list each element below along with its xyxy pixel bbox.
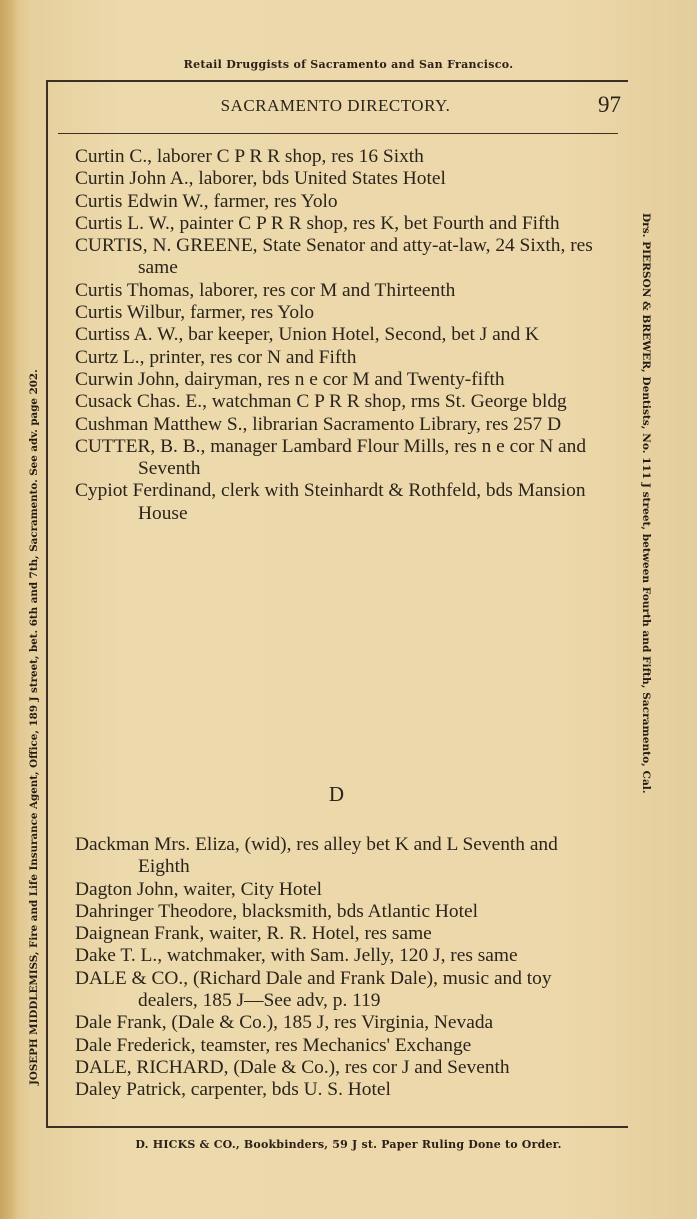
entry: Curtis Edwin W., farmer, res Yolo bbox=[75, 190, 338, 212]
entry: DALE & CO., (Richard Dale and Frank Dale), music and toy dealers, 185 J—See adv, p. 119 bbox=[75, 967, 552, 1012]
page-number: 97 bbox=[598, 92, 621, 117]
right-margin-advert: Drs. PIERSON & BREWER, Dentists, No. 111 J street, between Fourth and Fifth, Sacramento, Cal. bbox=[640, 213, 652, 794]
header-rule bbox=[58, 133, 618, 134]
entry: Curtz L., printer, res cor N and Fifth bbox=[75, 346, 357, 368]
entry: CURTIS, N. GREENE, State Senator and atty-at-law, 24 Sixth, res same bbox=[75, 235, 593, 279]
entries-list-c bbox=[75, 146, 610, 525]
running-title: SACRAMENTO DIRECTORY. bbox=[220, 96, 451, 115]
bottom-advert-banner: D. HICKS & CO., Bookbinders, 59 J st. Paper Ruling Done to Order. bbox=[135, 1138, 562, 1151]
entry: CUTTER, B. B., manager Lambard Flour Mills, res n e cor N and Seventh bbox=[75, 435, 587, 480]
entry: Curtis Wilbur, farmer, res Yolo bbox=[75, 302, 315, 324]
spine-shadow bbox=[0, 0, 18, 1219]
entry: Daley Patrick, carpenter, bds U. S. Hotel bbox=[75, 1079, 391, 1101]
entry: Dagton John, waiter, City Hotel bbox=[75, 878, 322, 900]
entry: Daignean Frank, waiter, R. R. Hotel, res same bbox=[75, 923, 432, 945]
entry: Curtiss A. W., bar keeper, Union Hotel, Second, bet J and K bbox=[75, 324, 539, 346]
section-letter-heading: D bbox=[328, 782, 345, 806]
entry: Cypiot Ferdinand, clerk with Steinhardt & Rothfeld, bds Mansion House bbox=[75, 480, 586, 524]
entry: Dahringer Theodore, blacksmith, bds Atlantic Hotel bbox=[75, 900, 478, 922]
entry: Curtis Thomas, laborer, res cor M and Thirteenth bbox=[75, 279, 456, 301]
entry: Curtin John A., laborer, bds United States Hotel bbox=[75, 168, 446, 190]
entry: Curtin C., laborer C P R R shop, res 16 Sixth bbox=[75, 146, 424, 167]
entry: Dale Frank, (Dale & Co.), 185 J, res Virginia, Nevada bbox=[75, 1012, 494, 1034]
entries-list-d bbox=[75, 834, 610, 1102]
entry: Cusack Chas. E., watchman C P R R shop, rms St. George bldg bbox=[75, 391, 567, 413]
entry: Curtis L. W., painter C P R R shop, res K, bet Fourth and Fifth bbox=[75, 212, 560, 234]
left-margin-advert: JOSEPH MIDDLEMISS, Fire and Life Insurance Agent, Office, 189 J street, bet. 6th and 7th, Sacramento. See adv. page 202. bbox=[28, 369, 40, 1085]
page-header bbox=[48, 92, 623, 124]
top-advert-banner: Retail Druggists of Sacramento and San Francisco. bbox=[183, 58, 514, 71]
entry: Cushman Matthew S., librarian Sacramento Library, res 257 D bbox=[75, 413, 562, 435]
entry: DALE, RICHARD, (Dale & Co.), res cor J and Seventh bbox=[75, 1056, 510, 1078]
entry: Dake T. L., watchmaker, with Sam. Jelly, 120 J, res same bbox=[75, 945, 518, 967]
entry: Dale Frederick, teamster, res Mechanics' Exchange bbox=[75, 1034, 472, 1056]
entry: Dackman Mrs. Eliza, (wid), res alley bet K and L Seventh and Eighth bbox=[75, 834, 558, 878]
entry: Curwin John, dairyman, res n e cor M and Twenty-fifth bbox=[75, 368, 505, 390]
